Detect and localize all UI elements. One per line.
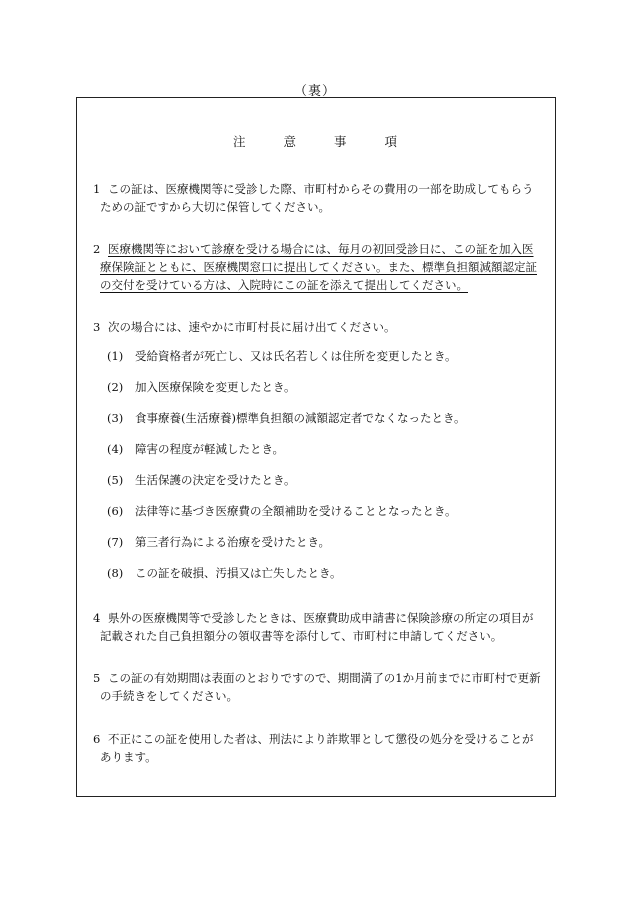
item-text-line-2: 療保険証とともに、医療機関窓口に提出してください。また、標準負担額減額認定証 [100, 260, 537, 274]
sub-item-text: 第三者行為による治療を受けたとき。 [135, 535, 331, 549]
item-text-line-2: あります。 [100, 750, 157, 764]
sub-item-number: (6) [107, 504, 124, 518]
item-number: 1 [93, 182, 101, 196]
sub-item-6 [107, 503, 547, 519]
notice-item-5 [93, 669, 553, 705]
sub-item-7 [107, 534, 547, 550]
sub-item-text: 加入医療保険を変更したとき。 [135, 380, 296, 394]
sub-item-text: この証を破損、汚損又は亡失したとき。 [135, 566, 342, 580]
notice-heading: 注 意 事 項 [233, 134, 397, 149]
item-text-line-2: の手続きをしてください。 [100, 689, 238, 703]
sub-item-number: (5) [107, 473, 124, 487]
sub-item-3 [107, 410, 547, 426]
item-text-line-1: 不正にこの証を使用した者は、刑法により詐欺罪として懲役の処分を受けることが [108, 732, 534, 746]
item-number: 3 [93, 320, 101, 334]
page-side-label: （裏） [293, 84, 336, 99]
sub-item-text: 生活保護の決定を受けたとき。 [135, 473, 296, 487]
sub-item-text: 障害の程度が軽減したとき。 [135, 442, 285, 456]
sub-item-number: (4) [107, 442, 124, 456]
sub-item-text: 受給資格者が死亡し、又は氏名若しくは住所を変更したとき。 [135, 349, 457, 363]
item-number: 2 [93, 242, 101, 256]
notice-item-2 [93, 240, 553, 294]
sub-item-text: 食事療養(生活療養)標準負担額の減額認定者でなくなったとき。 [135, 411, 466, 425]
sub-item-number: (2) [107, 380, 124, 394]
item-text-line-1-content: 医療機関等において診療を受ける場合には、毎月の初回受診日に、この証を加入医 [108, 242, 534, 256]
sub-item-number: (8) [107, 566, 124, 580]
item-text-line-3: の交付を受けている方は、入院時にこの証を添えて提出してください。 [100, 278, 468, 292]
item-text-line-2: 記載された自己負担額分の領収書等を添付して、市町村に申請してください。 [100, 629, 503, 643]
notice-item-6 [93, 730, 553, 766]
notice-item-4 [93, 609, 553, 645]
item-number: 6 [93, 732, 101, 746]
sub-item-text: 法律等に基づき医療費の全額補助を受けることとなったとき。 [135, 504, 457, 518]
notice-item-3 [93, 318, 553, 336]
sub-item-number: (7) [107, 535, 124, 549]
sub-item-5 [107, 472, 547, 488]
item-text-line-1: 次の場合には、速やかに市町村長に届け出てください。 [108, 320, 396, 334]
sub-item-4 [107, 441, 547, 457]
sub-item-2 [107, 379, 547, 395]
sub-item-number: (3) [107, 411, 124, 425]
sub-item-1 [107, 348, 547, 364]
item-number: 5 [93, 671, 101, 685]
sub-item-number: (1) [107, 349, 124, 363]
item-text-line-1 [93, 240, 553, 258]
item-text-line-2: ための証ですから大切に保管してください。 [100, 200, 330, 214]
item-text-line-1: この証の有効期間は表面のとおりですので、期間満了の1か月前までに市町村で更新 [108, 671, 541, 685]
item-text-line-1: 県外の医療機関等で受診したときは、医療費助成申請書に保険診療の所定の項目が [108, 611, 534, 625]
notice-item-1 [93, 180, 553, 216]
item-number: 4 [93, 611, 101, 625]
sub-item-8 [107, 565, 547, 581]
item-text-line-1: この証は、医療機関等に受診した際、市町村からその費用の一部を助成してもらう [108, 182, 534, 196]
